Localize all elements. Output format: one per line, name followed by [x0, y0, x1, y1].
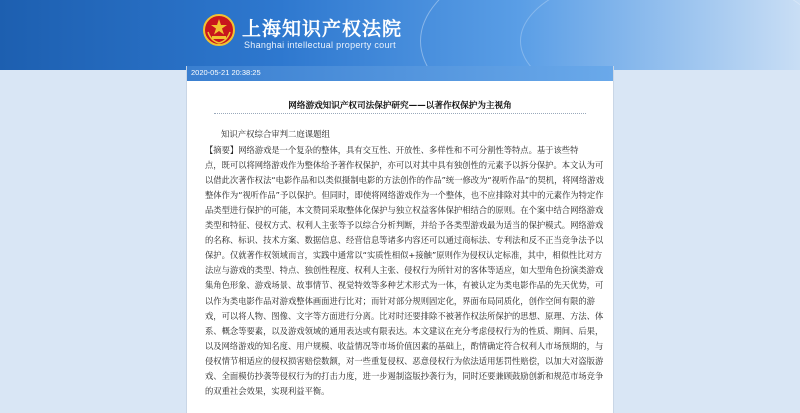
- date-bar: [187, 66, 613, 81]
- article-body-line: 以及网络游戏的知名度、用户规模、收益情况等市场价值因素的基础上，酌情确定符合权利人市场预期的，与: [205, 340, 604, 351]
- title-divider: [214, 113, 586, 114]
- article-title: 网络游戏知识产权司法保护研究——以著作权保护为主视角: [288, 101, 512, 111]
- article-body-line: 戏、全面模仿抄袭等侵权行为的打击力度，进一步遏制盗版抄袭行为，同时还要兼顾鼓励创新和规范市场竞争: [205, 370, 604, 381]
- article-body-line: 以作为类电影作品对游戏整体画面进行比对；而针对部分规则固定化，界面布局同质化，创作空间有限的游: [205, 295, 595, 306]
- article-body-line: 保护。仅就著作权领域而言，实践中通常以“实质性相似+接触”原则作为侵权认定标准，其中，相似性比对方: [205, 250, 603, 261]
- publish-date: 2020-05-21 20:38:25: [191, 68, 261, 77]
- article-body-line: 以借此次著作权法“电影作品和以类似摄制电影的方法创作的作品”统一修改为“视听作品”的契机，将网络游戏: [205, 175, 604, 186]
- site-subtitle: Shanghai intellectual property court: [244, 40, 396, 50]
- site-title: 上海知识产权法院: [242, 18, 403, 40]
- article-body-line: 集角色形象、游戏场景、故事情节、视觉特效等多种艺术形式为一体，有被认定为类电影作品的先天优势，可: [205, 280, 604, 291]
- article-body-line: 类型和特征、侵权方式、权利人主张等予以综合分析判断，并给予各类型游戏最为适当的保护模式。网络游戏: [205, 220, 604, 231]
- court-emblem-icon: [203, 14, 235, 46]
- article-body-line: 的名称、标识、技术方案、数据信息、经营信息等诸多内容还可以通过商标法、专利法和反不正当竞争法予以: [205, 235, 604, 246]
- article-body-line: 品类型进行保护的可能，本文赞同采取整体化保护与独立权益客体保护相结合的原则。在个案中结合网络游戏: [205, 205, 604, 216]
- article-body-line: 的双重社会效果，实现利益平衡。: [205, 385, 330, 396]
- site-banner: [0, 0, 800, 70]
- article-body-line: 法应与游戏的类型、特点、独创性程度、权利人主张、侵权行为所针对的客体等适应，如大型角色扮演类游戏: [205, 265, 604, 276]
- article-body-line: 【摘要】网络游戏是一个复杂的整体，具有交互性、开放性、多样性和不可分割性等特点。基于该些特: [205, 145, 579, 155]
- article-body-line: 整体作为“视听作品”予以保护。但同时，即使将网络游戏作为一个整体，也不应排除对其中的元素作为特定作: [205, 190, 604, 201]
- article-body-line: 戏，可以将人物、图像、文字等方面进行分离。比对时还要排除不被著作权法所保护的思想、原理、方法、体: [205, 310, 604, 321]
- article-body-line: 点，既可以将网络游戏作为整体给予著作权保护，亦可以对其中具有独创性的元素予以拆分保护。本文认为可: [205, 160, 604, 171]
- article-body-line: 侵权情节相适应的侵权损害赔偿数额，对一些重复侵权、恶意侵权行为依法适用惩罚性赔偿，以加大对盗版游: [205, 355, 604, 366]
- article-author: 知识产权综合审判二庭课题组: [221, 129, 330, 139]
- article-body-line: 系、概念等要素，以及游戏领域的通用表达或有限表达。本文建议在充分考虑侵权行为的性质、期间、后果，: [205, 325, 604, 336]
